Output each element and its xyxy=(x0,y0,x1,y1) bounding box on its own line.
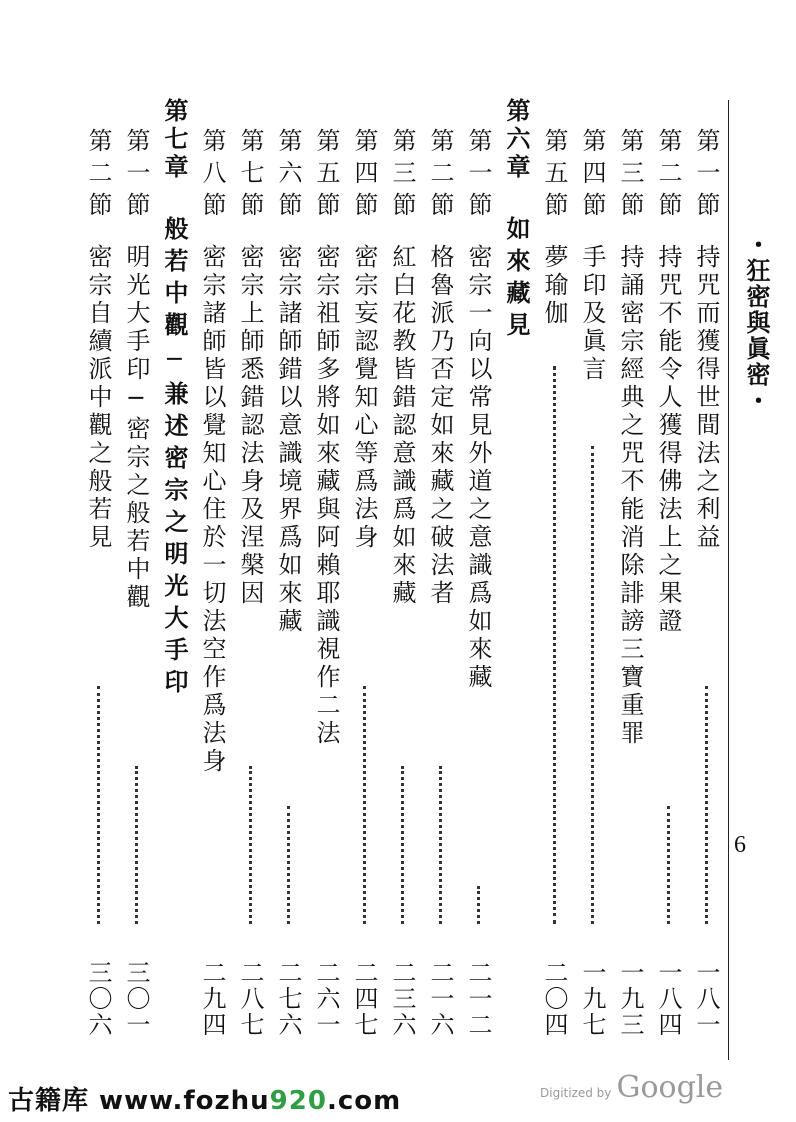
section-number: 第二節 xyxy=(426,128,454,224)
section-title: 持咒不能令人獲得佛法上之果證 xyxy=(654,244,682,636)
chapter-heading xyxy=(156,98,192,1038)
page-reference: 二〇四 xyxy=(540,960,568,1038)
toc-entry xyxy=(650,128,686,1038)
dot-leader xyxy=(135,766,138,924)
section-title: 紅白花教皆錯認意識爲如來藏 xyxy=(388,244,416,608)
page-number: 6 xyxy=(734,832,746,858)
dot-leader xyxy=(249,766,252,924)
page-reference: 一八四 xyxy=(654,960,682,1038)
page-reference: 二三六 xyxy=(388,960,416,1038)
header-divider-line xyxy=(728,100,729,1060)
section-number: 第三節 xyxy=(616,128,644,224)
section-number: 第一節 xyxy=(464,128,492,224)
section-title: 密宗諸師錯以意識境界爲如來藏 xyxy=(274,244,302,636)
toc-entry xyxy=(270,128,306,1038)
section-title: 持誦密宗經典之咒不能消除誹謗三寶重罪 xyxy=(616,244,644,748)
section-number: 第四節 xyxy=(578,128,606,224)
chapter-number: 第七章 xyxy=(160,98,189,182)
section-number: 第一節 xyxy=(122,128,150,224)
section-number: 第二節 xyxy=(84,128,112,224)
page-reference: 一九七 xyxy=(578,960,606,1038)
dot-leader xyxy=(667,806,670,924)
toc-entry xyxy=(612,128,648,1038)
dot-leader xyxy=(363,686,366,924)
page-reference: 一九三 xyxy=(616,960,644,1038)
section-title: 手印及眞言 xyxy=(578,244,606,384)
section-number: 第七節 xyxy=(236,128,264,224)
dot-leader xyxy=(97,686,100,924)
section-number: 第五節 xyxy=(312,128,340,224)
page-reference: 三〇六 xyxy=(84,960,112,1038)
dot-leader xyxy=(439,766,442,924)
site-watermark: 古籍库 www.fozhu920.com xyxy=(8,1086,402,1116)
dot-leader xyxy=(705,686,708,924)
dot-leader xyxy=(401,766,404,924)
toc-entry xyxy=(118,128,154,1038)
section-title: 密宗諸師皆以覺知心住於一切法空作爲法身 xyxy=(198,244,226,776)
section-title: 明光大手印─密宗之般若中觀 xyxy=(122,244,150,612)
toc-entry xyxy=(232,128,268,1038)
page-reference: 二四七 xyxy=(350,960,378,1038)
section-number: 第八節 xyxy=(198,128,226,224)
section-title: 密宗上師悉錯認法身及涅槃因 xyxy=(236,244,264,608)
section-title: 夢瑜伽 xyxy=(540,244,568,328)
dot-leader xyxy=(287,806,290,924)
section-title: 密宗自續派中觀之般若見 xyxy=(84,244,112,552)
toc-entry xyxy=(460,128,496,1038)
toc-entry xyxy=(308,128,344,1038)
section-title: 格魯派乃否定如來藏之破法者 xyxy=(426,244,454,608)
section-number: 第三節 xyxy=(388,128,416,224)
section-title: 密宗一向以常見外道之意識爲如來藏 xyxy=(464,244,492,692)
toc-entry xyxy=(688,128,724,1038)
page-reference: 二七六 xyxy=(274,960,302,1038)
chapter-title: 如來藏見 xyxy=(502,216,531,344)
chapter-number: 第六章 xyxy=(502,98,531,182)
section-title: 密宗祖師多將如來藏與阿賴耶識視作二法 xyxy=(312,244,340,748)
page-reference: 一八一 xyxy=(692,960,720,1038)
digitized-watermark: Digitized by Google xyxy=(540,1070,724,1105)
page-reference: 二一二 xyxy=(464,960,492,1038)
section-number: 第五節 xyxy=(540,128,568,224)
toc-entry xyxy=(384,128,420,1038)
page-reference: 三〇一 xyxy=(122,960,150,1038)
dot-leader xyxy=(591,446,594,924)
section-number: 第二節 xyxy=(654,128,682,224)
section-number: 第一節 xyxy=(692,128,720,224)
dot-leader xyxy=(553,366,556,924)
page-reference: 二一六 xyxy=(426,960,454,1038)
dot-leader xyxy=(477,886,480,924)
toc-entry xyxy=(574,128,610,1038)
section-number: 第四節 xyxy=(350,128,378,224)
toc-entry xyxy=(80,128,116,1038)
chapter-title: 般若中觀─兼述密宗之明光大手印 xyxy=(160,216,189,701)
page-reference: 二八七 xyxy=(236,960,264,1038)
toc-entry xyxy=(536,128,572,1038)
section-title: 持咒而獲得世間法之利益 xyxy=(692,244,720,552)
page-reference: 二六一 xyxy=(312,960,340,1038)
section-title: 密宗妄認覺知心等爲法身 xyxy=(350,244,378,552)
page-reference: 二九四 xyxy=(198,960,226,1038)
running-header-title: ・狂密與眞密・ xyxy=(742,232,771,414)
toc-entry xyxy=(346,128,382,1038)
toc-entry xyxy=(422,128,458,1038)
section-number: 第六節 xyxy=(274,128,302,224)
toc-entry xyxy=(194,128,230,1038)
chapter-heading xyxy=(498,98,534,1038)
